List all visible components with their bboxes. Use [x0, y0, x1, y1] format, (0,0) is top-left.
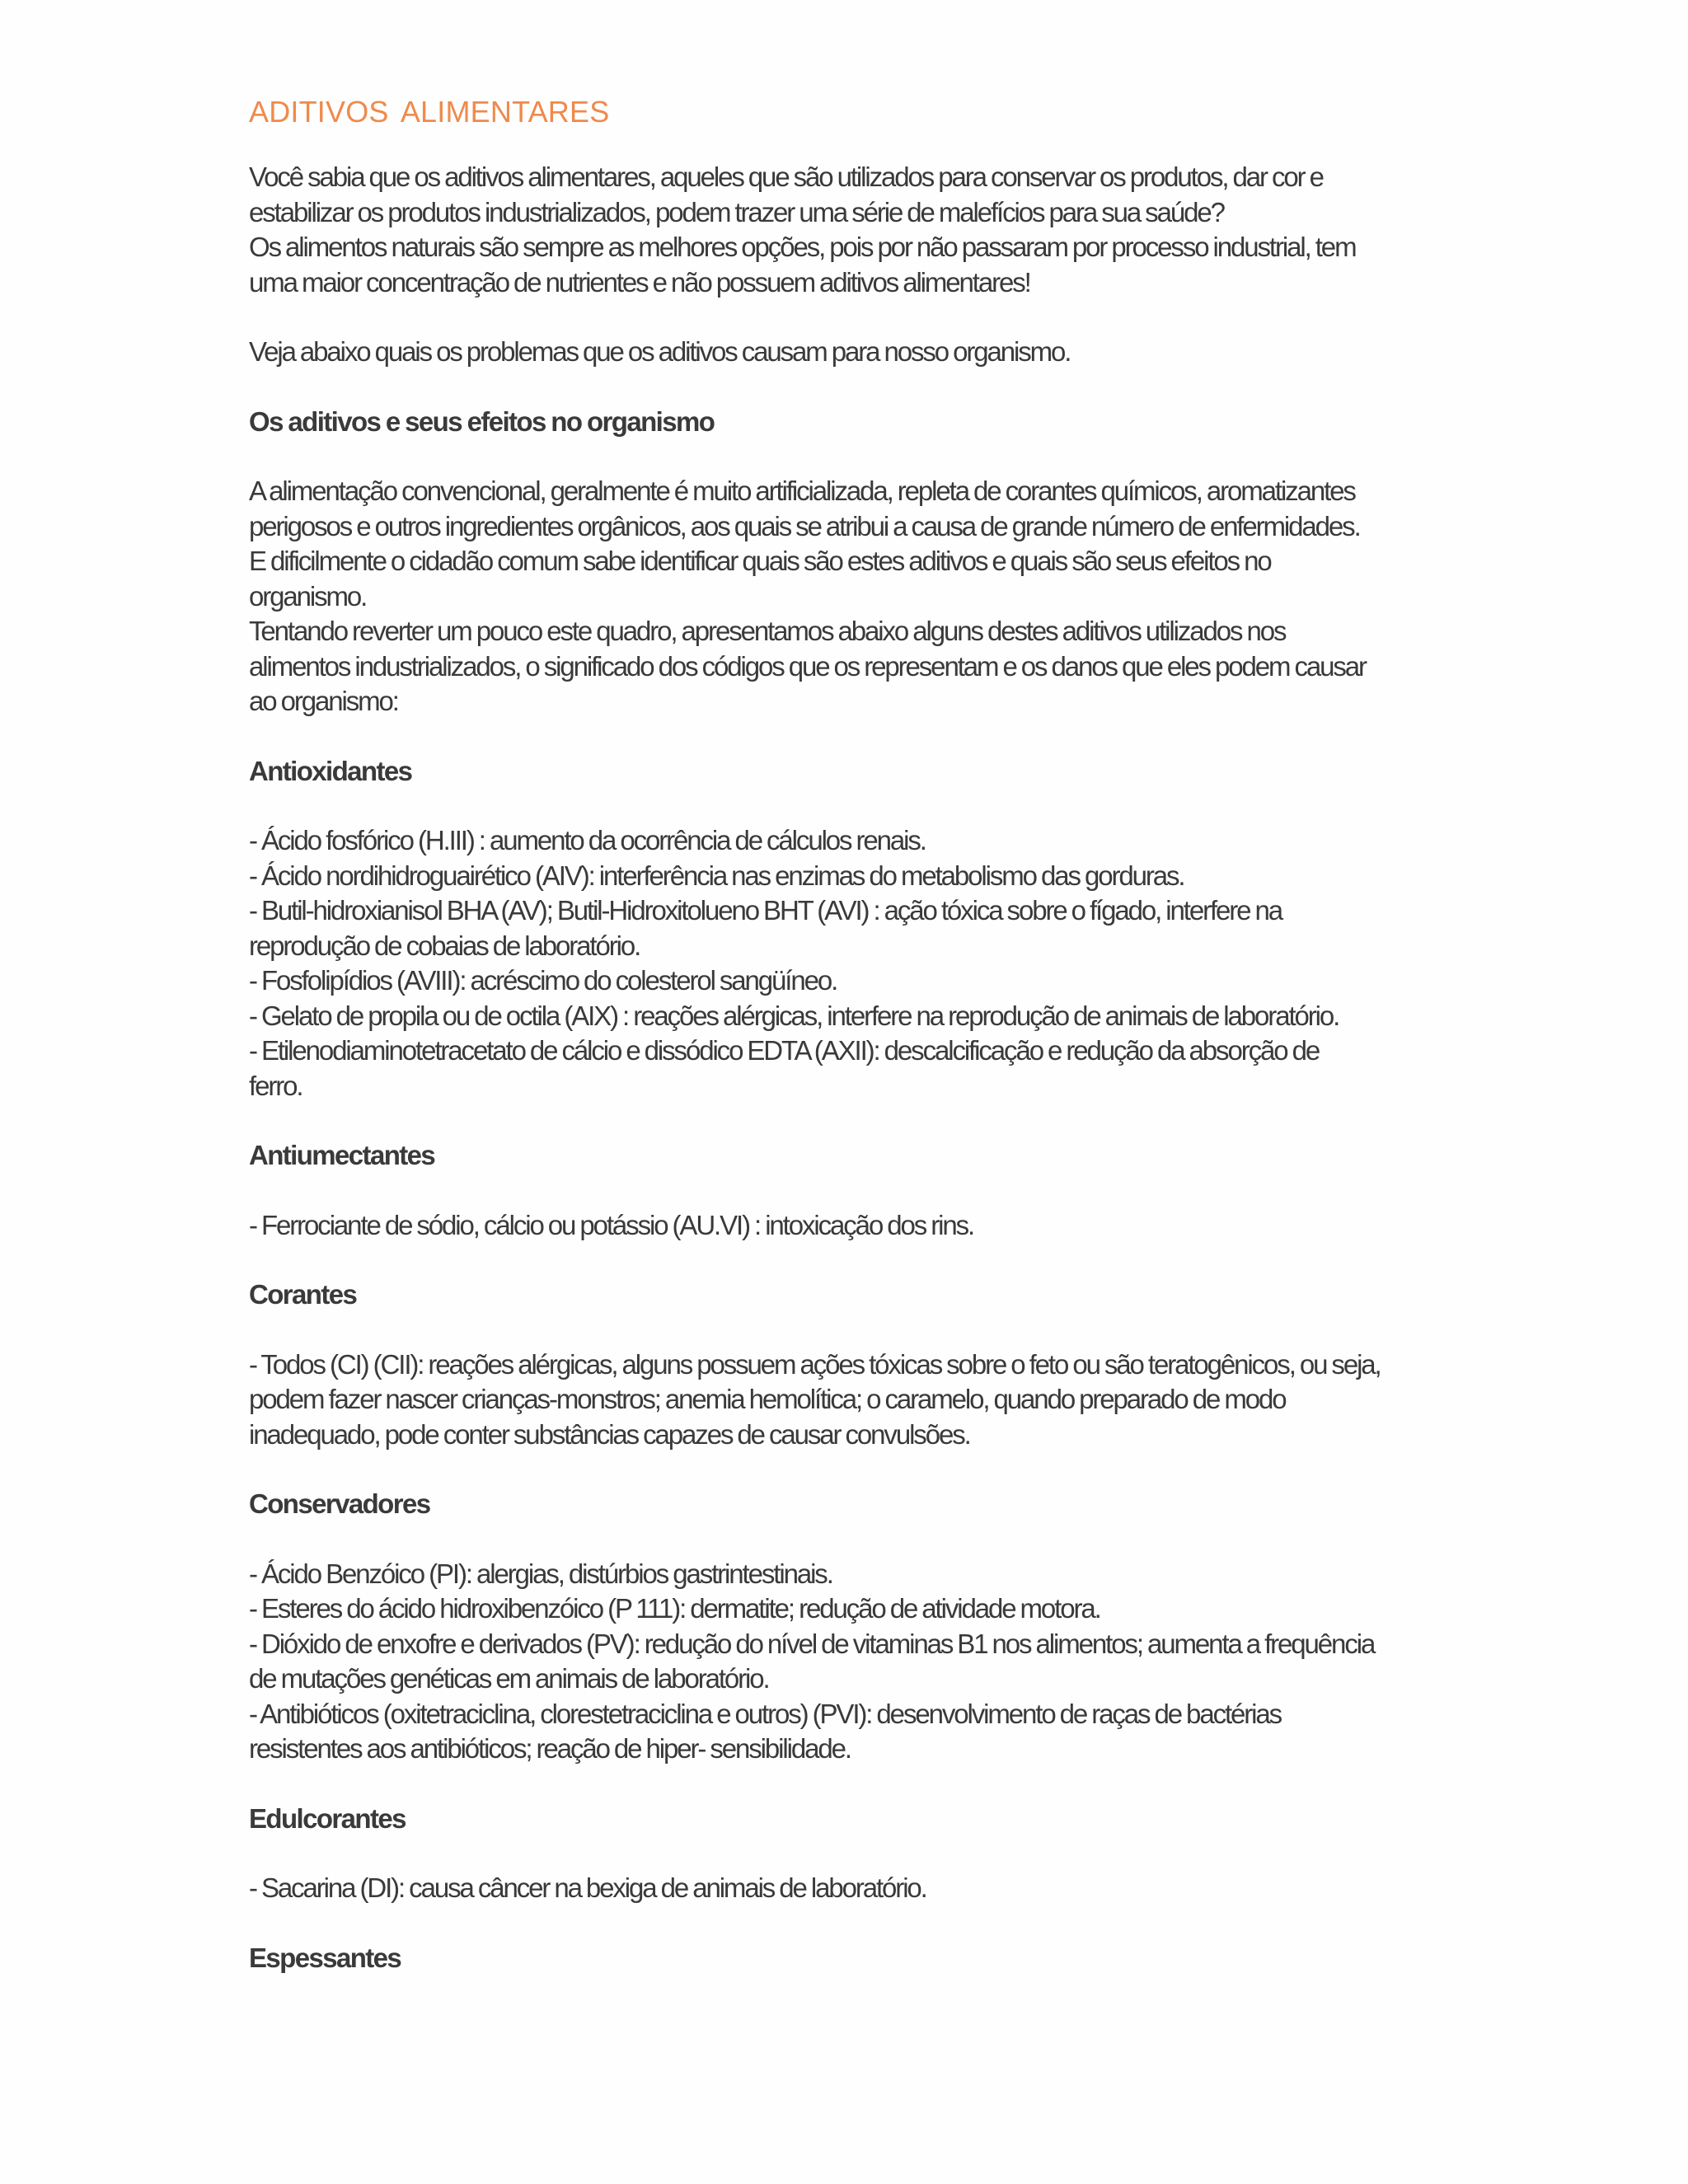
list-item: de mutações genéticas em animais de laboratório.	[249, 1663, 769, 1694]
section-heading-antiumectantes: Antiumectantes	[249, 1140, 435, 1170]
document-content	[249, 92, 1452, 2010]
list-item: - Butil-hidroxianisol BHA (AV); Butil-Hidroxitolueno BHT (AVI) : ação tóxica sobre o fígado, interfere na	[249, 895, 1282, 926]
intro-paragraph-2	[249, 335, 1452, 370]
section-heading-edulcorantes: Edulcorantes	[249, 1802, 406, 1834]
text-line: alimentos industrializados, o significado dos códigos que os representam e os danos que eles podem causar	[249, 650, 1366, 682]
list-item: - Ácido Benzóico (PI): alergias, distúrbios gastrintestinais.	[249, 1558, 832, 1589]
list-item: podem fazer nascer crianças-monstros; anemia hemolítica; o caramelo, quando preparado de modo	[249, 1384, 1286, 1414]
section-heading-conservadores: Conservadores	[249, 1488, 430, 1519]
section-heading-espessantes: Espessantes	[249, 1942, 401, 1973]
document-title: ADITIVOS ALIMENTARES	[249, 95, 610, 129]
text-line: perigosos e outros ingredientes orgânicos, aos quais se atribui a causa de grande número de enfermidades.	[249, 510, 1360, 541]
section-body-edulcorantes	[249, 1871, 1452, 1906]
list-item: - Etilenodiaminotetracetato de cálcio e dissódico EDTA (AXII): descalcificação e redução da absorção de	[249, 1035, 1320, 1066]
section-heading-antioxidantes: Antioxidantes	[249, 755, 412, 786]
list-item: reprodução de cobaias de laboratório.	[249, 930, 640, 961]
section-body-antiumectantes	[249, 1208, 1452, 1244]
list-item: inadequado, pode conter substâncias capazes de causar convulsões.	[249, 1418, 970, 1450]
list-item: - Esteres do ácido hidroxibenzóico (P 111): dermatite; redução de atividade motora.	[249, 1593, 1100, 1624]
text-line: Tentando reverter um pouco este quadro, apresentamos abaixo alguns destes aditivos utilizados nos	[249, 616, 1286, 646]
list-item: - Gelato de propila ou de octila (AIX) : reações alérgicas, interfere na reprodução de animais de laboratório.	[249, 1000, 1339, 1031]
section-heading-aditivos: Os aditivos e seus efeitos no organismo	[249, 405, 715, 437]
section-body-antioxidantes	[249, 823, 1452, 1104]
list-item: - Ferrociante de sódio, cálcio ou potássio (AU.VI) : intoxicação dos rins.	[249, 1209, 974, 1240]
section-body-corantes	[249, 1347, 1452, 1453]
section-body-conservadores	[249, 1557, 1452, 1767]
text-line: uma maior concentração de nutrientes e não possuem aditivos alimentares!	[249, 266, 1030, 298]
section-heading-corantes: Corantes	[249, 1279, 357, 1310]
text-line: ao organismo:	[249, 686, 398, 716]
list-item: ferro.	[249, 1070, 302, 1101]
list-item: - Dióxido de enxofre e derivados (PV): redução do nível de vitaminas B1 nos alimentos; aumenta a frequência	[249, 1628, 1375, 1659]
text-line: organismo.	[249, 580, 367, 612]
list-item: - Antibióticos (oxitetraciclina, clorestetraciclina e outros) (PVI): desenvolvimento de raças de bactérias	[249, 1698, 1282, 1729]
text-line: estabilizar os produtos industrializados, podem trazer uma série de malefícios para sua saúde?	[249, 196, 1224, 227]
text-line: Veja abaixo quais os problemas que os aditivos causam para nosso organismo.	[249, 336, 1071, 367]
section-body-aditivos	[249, 474, 1452, 719]
list-item: resistentes aos antibióticos; reação de hiper- sensibilidade.	[249, 1733, 851, 1764]
intro-paragraph	[249, 160, 1452, 300]
list-item: - Fosfolipídios (AVIII): acréscimo do colesterol sangüíneo.	[249, 965, 837, 996]
text-line: Os alimentos naturais são sempre as melhores opções, pois por não passaram por processo industrial, tem	[249, 232, 1356, 262]
text-line: Você sabia que os aditivos alimentares, aqueles que são utilizados para conservar os produtos, dar cor e	[249, 162, 1323, 192]
text-line: A alimentação convencional, geralmente é muito artificializada, repleta de corantes químicos, aromatizantes	[249, 476, 1355, 506]
list-item: - Ácido fosfórico (H.III) : aumento da ocorrência de cálculos renais.	[249, 825, 926, 855]
list-item: - Ácido nordihidroguairético (AIV): interferência nas enzimas do metabolismo das gorduras.	[249, 860, 1184, 891]
list-item: - Todos (CI) (CII): reações alérgicas, alguns possuem ações tóxicas sobre o feto ou são teratogênicos, ou seja,	[249, 1348, 1381, 1380]
list-item: - Sacarina (DI): causa câncer na bexiga de animais de laboratório.	[249, 1872, 926, 1903]
text-line: E dificilmente o cidadão comum sabe identificar quais são estes aditivos e quais são seus efeitos no	[249, 546, 1271, 576]
